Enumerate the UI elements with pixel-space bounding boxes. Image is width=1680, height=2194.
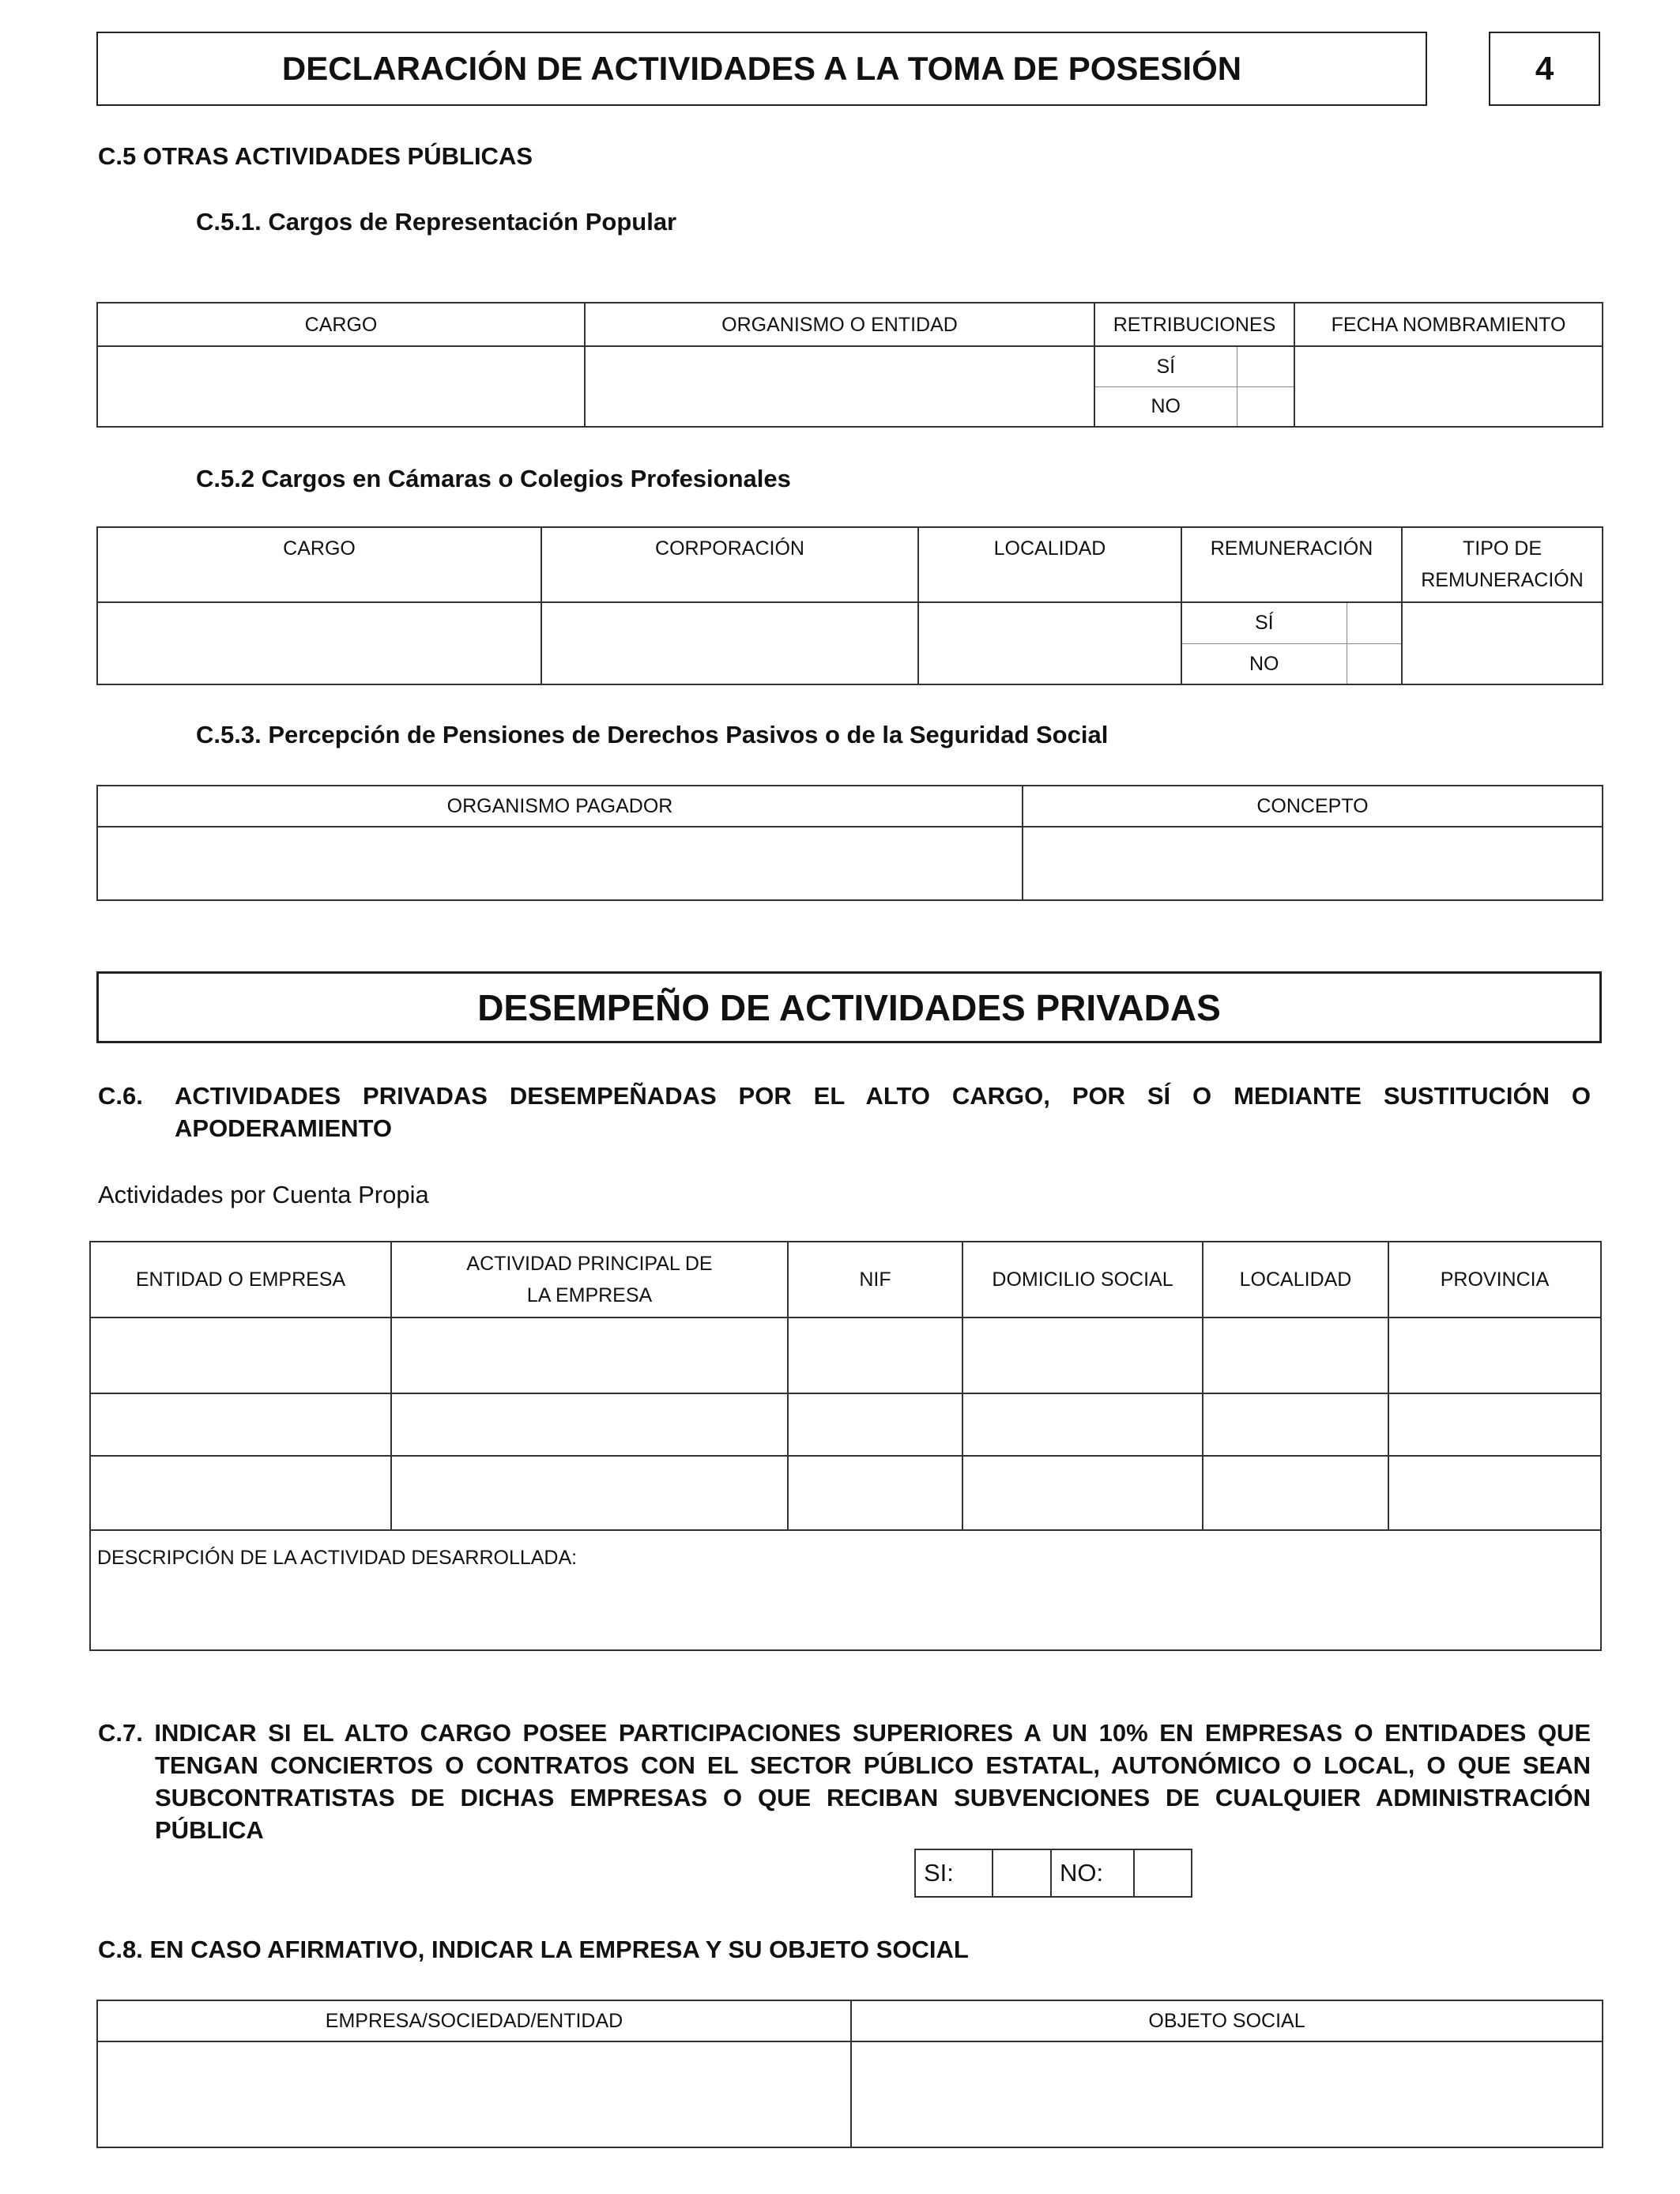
c8-objeto-field[interactable] [851, 2041, 1603, 2147]
c6-localidad-field[interactable] [1203, 1456, 1388, 1530]
table-row [90, 1318, 1601, 1393]
c52-col-localidad: LOCALIDAD [918, 527, 1181, 602]
c6-description-label: DESCRIPCIÓN DE LA ACTIVIDAD DESARROLLADA: [97, 1547, 578, 1569]
c6-nif-field[interactable] [788, 1318, 962, 1393]
c6-provincia-field[interactable] [1388, 1318, 1601, 1393]
c52-col-tipo: TIPO DE REMUNERACIÓN [1402, 527, 1603, 602]
c7-no-checkbox[interactable] [1134, 1849, 1192, 1897]
section-c52-title: C.5.2 Cargos en Cámaras o Colegios Profesionales [196, 465, 791, 492]
c8-table [96, 2000, 1603, 2148]
c8-empresa-field[interactable] [97, 2041, 851, 2147]
c7-no-label: NO: [1051, 1849, 1134, 1897]
table-row [90, 1393, 1601, 1456]
c51-col-retribuciones: RETRIBUCIONES [1094, 303, 1294, 346]
c51-organismo-field[interactable] [585, 346, 1094, 427]
c52-tipo-field[interactable] [1402, 602, 1603, 684]
c52-localidad-field[interactable] [918, 602, 1181, 684]
c6-nif-field[interactable] [788, 1456, 962, 1530]
section-c51-title: C.5.1. Cargos de Representación Popular [196, 208, 677, 236]
c6-domicilio-field[interactable] [962, 1393, 1203, 1456]
c52-no-label: NO [1181, 643, 1347, 684]
document-title: DECLARACIÓN DE ACTIVIDADES A LA TOMA DE POSESIÓN [281, 50, 1242, 87]
c6-localidad-field[interactable] [1203, 1393, 1388, 1456]
page-number: 4 [1535, 50, 1554, 87]
c6-nif-field[interactable] [788, 1393, 962, 1456]
c6-col-provincia: PROVINCIA [1388, 1242, 1601, 1318]
c52-col-cargo: CARGO [97, 527, 541, 602]
c6-col-domicilio: DOMICILIO SOCIAL [962, 1242, 1203, 1318]
c52-table [96, 526, 1603, 685]
c51-yes-label: SÍ [1094, 346, 1237, 386]
c52-corporacion-field[interactable] [541, 602, 918, 684]
c8-title: C.8. EN CASO AFIRMATIVO, INDICAR LA EMPRESA Y SU OBJETO SOCIAL [98, 1936, 969, 1963]
c6-col-localidad: LOCALIDAD [1203, 1242, 1388, 1318]
c52-yes-label: SÍ [1181, 602, 1347, 643]
c6-entidad-field[interactable] [90, 1318, 391, 1393]
c51-cargo-field[interactable] [97, 346, 585, 427]
c6-col-entidad: ENTIDAD O EMPRESA [90, 1242, 391, 1318]
c6-actividad-field[interactable] [391, 1318, 788, 1393]
c6-text: ACTIVIDADES PRIVADAS DESEMPEÑADAS POR EL ALTO CARGO, POR SÍ O MEDIANTE SUSTITUCIÓN O APODERAMIENTO [175, 1082, 1591, 1142]
c7-text [98, 1717, 1591, 1846]
c53-col-organismo: ORGANISMO PAGADOR [97, 786, 1023, 827]
c6-localidad-field[interactable] [1203, 1318, 1388, 1393]
c6-provincia-field[interactable] [1388, 1393, 1601, 1456]
c52-col-corporacion: CORPORACIÓN [541, 527, 918, 602]
c51-col-fecha: FECHA NOMBRAMIENTO [1294, 303, 1603, 346]
c51-col-cargo: CARGO [97, 303, 585, 346]
c6-entidad-field[interactable] [90, 1456, 391, 1530]
section-c5-heading: C.5 OTRAS ACTIVIDADES PÚBLICAS [98, 142, 533, 170]
private-title: DESEMPEÑO DE ACTIVIDADES PRIVADAS [477, 986, 1221, 1028]
c6-description-field[interactable] [90, 1530, 1601, 1650]
c51-yes-checkbox[interactable] [1237, 346, 1294, 386]
c8-col-empresa: EMPRESA/SOCIEDAD/ENTIDAD [97, 2000, 851, 2041]
c52-cargo-field[interactable] [97, 602, 541, 684]
c6-col-actividad: ACTIVIDAD PRINCIPAL DE LA EMPRESA [391, 1242, 788, 1318]
c51-col-organismo: ORGANISMO O ENTIDAD [585, 303, 1094, 346]
c7-answer-box [914, 1849, 1192, 1898]
c52-col-remuneracion: REMUNERACIÓN [1181, 527, 1402, 602]
c6-actividad-field[interactable] [391, 1393, 788, 1456]
c51-table [96, 302, 1603, 428]
c51-no-checkbox[interactable] [1237, 386, 1294, 427]
private-title-box [96, 971, 1602, 1043]
c52-yes-checkbox[interactable] [1347, 602, 1402, 643]
c7-text-content: C.7. INDICAR SI EL ALTO CARGO POSEE PARTICIPACIONES SUPERIORES A UN 10% EN EMPRESAS O ENTIDADES QUE TENGAN CONCIERTOS O CONTRATOS CON EL SECTOR PÚBLICO ESTATAL, AUTONÓMICO O LOCAL, O QUE SEAN SUBCONTRATISTAS DE DICHAS EMPRESAS O QUE RECIBAN SUBVENCIONES DE CUALQUIER ADMINISTRACIÓN PÚBLICA [98, 1719, 1591, 1844]
c7-si-checkbox[interactable] [993, 1849, 1051, 1897]
c51-fecha-field[interactable] [1294, 346, 1603, 427]
c6-domicilio-field[interactable] [962, 1456, 1203, 1530]
c7-si-label: SI: [915, 1849, 993, 1897]
c52-no-checkbox[interactable] [1347, 643, 1402, 684]
section-c53-title: C.5.3. Percepción de Pensiones de Derechos Pasivos o de la Seguridad Social [196, 721, 1109, 748]
c51-no-label: NO [1094, 386, 1237, 427]
c8-col-objeto: OBJETO SOCIAL [851, 2000, 1603, 2041]
c6-subtitle: Actividades por Cuenta Propia [98, 1181, 429, 1208]
c6-provincia-field[interactable] [1388, 1456, 1601, 1530]
c6-col-nif: NIF [788, 1242, 962, 1318]
table-row [90, 1456, 1601, 1530]
c6-domicilio-field[interactable] [962, 1318, 1203, 1393]
c6-entidad-field[interactable] [90, 1393, 391, 1456]
c6-table [89, 1241, 1602, 1651]
document-title-box [96, 32, 1427, 106]
page-number-box [1489, 32, 1600, 106]
c6-actividad-field[interactable] [391, 1456, 788, 1530]
c53-table [96, 785, 1603, 901]
c53-organismo-field[interactable] [97, 827, 1023, 900]
c53-col-concepto: CONCEPTO [1023, 786, 1603, 827]
c53-concepto-field[interactable] [1023, 827, 1603, 900]
c6-number: C.6. [98, 1082, 143, 1110]
